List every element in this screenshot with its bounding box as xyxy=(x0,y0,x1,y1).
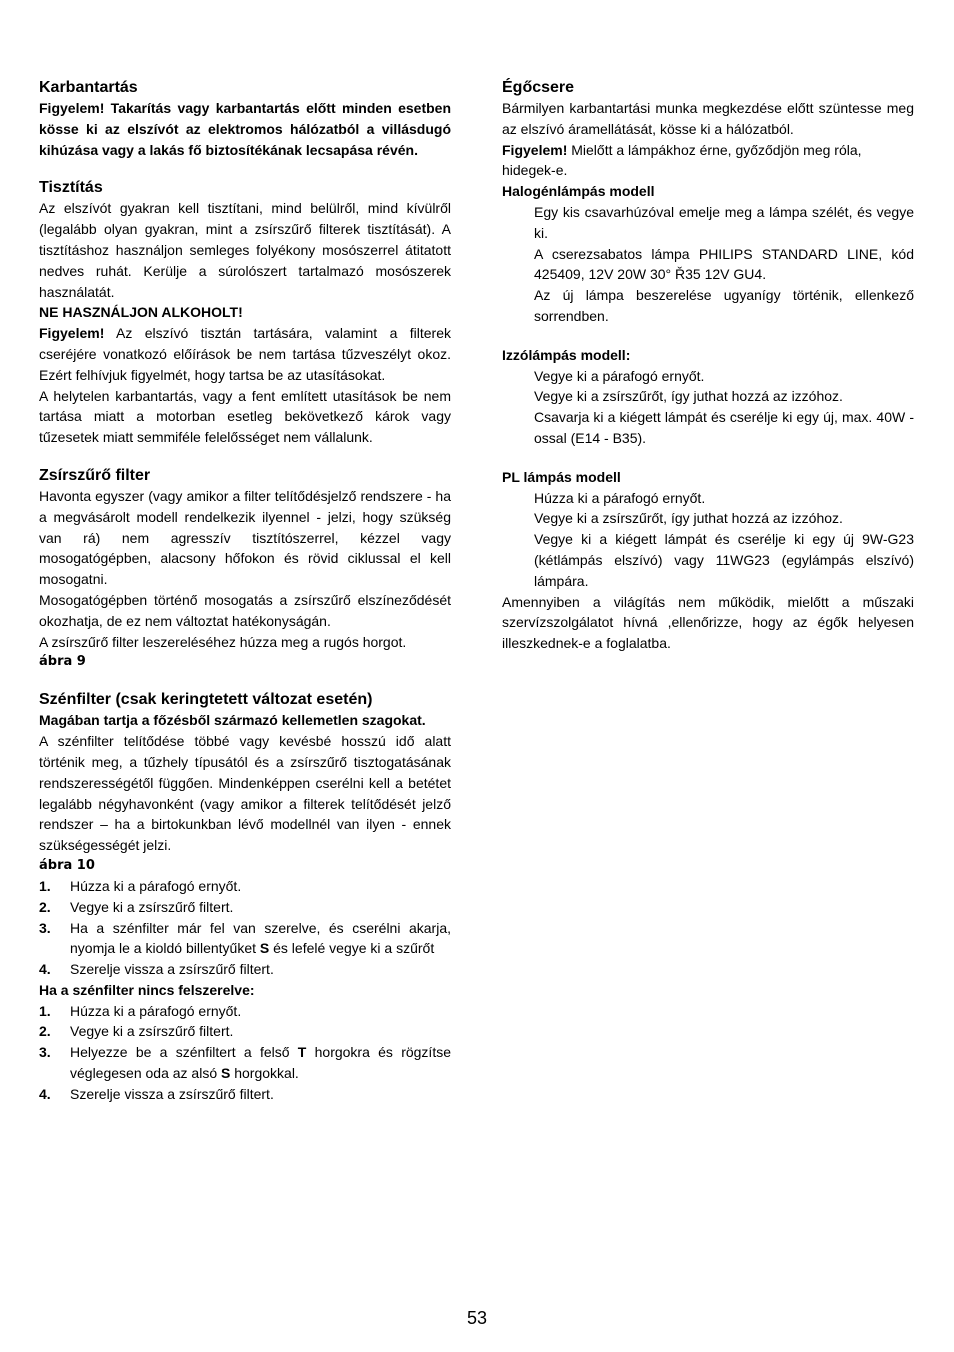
karbantartas-warning: Figyelem! Takarítás vagy karbantartás előtt minden esetben kösse ki az elszívót az elektromos hálózatból a villásdugó kihúzása vagy a lakás fő biztosítékának lecsapása révén. xyxy=(39,100,451,158)
step-text: Vegye ki a zsírszűrő filtert. xyxy=(70,1023,234,1040)
szenfilter-heading: Szénfilter (csak keringtetett változat esetén) xyxy=(39,691,373,709)
pl-line-3: Vegye ki a kiégett lámpát és cserélje ki egy új 9W-G23 (kétlámpás elszívó) vagy 11WG23 (egylámpás elszívó) lámpára. xyxy=(534,531,914,589)
step-text: Húzza ki a párafogó ernyőt. xyxy=(70,1002,242,1019)
step-number: 2. xyxy=(39,898,51,915)
pl-line-1: Húzza ki a párafogó ernyőt. xyxy=(534,489,706,506)
szenfilter-not-installed-subheading: Ha a szénfilter nincs felszerelve: xyxy=(39,981,255,998)
step-bold-letter: S xyxy=(221,1065,231,1082)
szenfilter-steps xyxy=(39,876,451,980)
figyelem-label: Figyelem! xyxy=(502,141,568,158)
szenfilter-steps-2 xyxy=(39,1001,451,1105)
zsirszuro-paragraph-1: Havonta egyszer (vagy amikor a filter telítődésjelző rendszere - ha a megvásárolt modell rendelkezik ilyennel - jelzi, hogy szükség van rá) nem agresszív tisztítószerrel, kézzel vagy mosogatógépben, alacsony hőfokon és rövid ciklussal el kell mosogatni. xyxy=(39,487,451,588)
list-item xyxy=(39,1042,451,1084)
izzo-subheading: Izzólámpás modell: xyxy=(502,346,631,363)
tisztitas-paragraph-1: Az elszívót gyakran kell tisztítani, mind belülről, mind kívülről (legalább olyan gyakran, mint a zsírszűrő filterek tisztítását). A tisztításhoz használjon semleges folyékony mosószerrel átitatott nedves ruhát. Kerülje a súrolószert tartalmazó mosószerek használatát. xyxy=(39,200,451,300)
egocsere-paragraph-2-text: Mielőtt a lámpákhoz érne, győződjön meg róla, hidegek-e. xyxy=(502,141,862,179)
step-text: Szerelje vissza a zsírszűrő filtert. xyxy=(70,961,274,978)
izzo-line-1: Vegye ki a párafogó ernyőt. xyxy=(534,367,705,384)
pl-subheading: PL lámpás modell xyxy=(502,468,621,485)
tisztitas-paragraph-3: A helytelen karbantartás, vagy a fent említett utasítások be nem tartása miatt a motorban esetleg bekövetkező károk vagy tűzesetek miatt semmiféle felelősséget nem vállalunk. xyxy=(39,387,451,446)
list-item xyxy=(39,1084,451,1105)
step-bold-letter: T xyxy=(297,1044,307,1061)
step-number: 1. xyxy=(39,1002,51,1019)
step-text-cont: horgokkal. xyxy=(230,1065,299,1082)
pl-closing-paragraph: Amennyiben a világítás nem működik, mielőtt a műszaki szervízszolgálatot hívná ,ellenőrizze, hogy az égők helyesen illeszkednek-e a foglalatba. xyxy=(502,593,914,652)
zsirszuro-paragraph-2: Mosogatógépben történő mosogatás a zsírszűrő elszíneződését okozhatja, de ez nem változtat hatékonyságán. xyxy=(39,591,451,629)
list-item xyxy=(39,959,451,980)
figure-reference-10: ábra 10 xyxy=(39,857,95,873)
egocsere-heading: Égőcsere xyxy=(502,79,575,96)
step-text: Ha a szénfilter már fel van szerelve, és cserélni akarja, nyomja le a kioldó billentyűket xyxy=(70,919,451,957)
pl-line-2: Vegye ki a zsírszűrőt, így juthat hozzá az izzóhoz. xyxy=(534,510,843,527)
left-column xyxy=(39,78,451,1105)
tisztitas-paragraph-2 xyxy=(39,323,451,385)
figure-reference-9: ábra 9 xyxy=(39,654,86,670)
step-text: Szerelje vissza a zsírszűrő filtert. xyxy=(70,1085,274,1102)
egocsere-paragraph-1: Bármilyen karbantartási munka megkezdése előtt szüntesse meg az elszívó áramellátását, kösse ki a hálózatból. xyxy=(502,100,914,137)
no-alcohol-warning: NE HASZNÁLJON ALKOHOLT! xyxy=(39,304,243,321)
step-text: Helyezze be a szénfiltert a felső xyxy=(70,1044,298,1061)
izzo-line-3: Csavarja ki a kiégett lámpát és cserélje ki egy új, max. 40W -ossal (E14 - B35). xyxy=(534,409,914,446)
tisztitas-paragraph-2-text: Az elszívó tisztán tartására, valamint a filterek cseréjére vonatkozó előírások be nem tartása tűzveszélyt okoz. Ezért felhívjuk figyelmét, hogy tartsa be az utasításokat. xyxy=(39,325,451,383)
page-number: 53 xyxy=(466,1308,488,1328)
list-item xyxy=(39,918,451,960)
step-text: Vegye ki a zsírszűrő filtert. xyxy=(70,898,234,915)
step-number: 2. xyxy=(39,1023,51,1040)
zsirszuro-paragraph-3: A zsírszűrő filter leszereléséhez húzza meg a rugós horgot. xyxy=(39,633,407,650)
step-text-cont: és lefelé vegye ki a szűrőt xyxy=(269,940,435,957)
step-text-cont: horgokra és rögzítse véglegesen oda az alsó xyxy=(70,1044,451,1082)
szenfilter-lead: Magában tartja a főzésből származó kellemetlen szagokat. xyxy=(39,712,426,729)
step-number: 4. xyxy=(39,1085,51,1102)
egocsere-paragraph-2 xyxy=(502,140,914,182)
list-item xyxy=(39,876,451,897)
halogen-line-1: Egy kis csavarhúzóval emelje meg a lámpa szélét, és vegye ki. xyxy=(534,203,914,241)
step-text: Húzza ki a párafogó ernyőt. xyxy=(70,877,242,894)
step-bold-letter: S xyxy=(259,940,270,957)
zsirszuro-heading: Zsírszűrő filter xyxy=(39,466,151,484)
right-column xyxy=(502,78,914,654)
figyelem-label: Figyelem! xyxy=(39,325,105,342)
szenfilter-paragraph: A szénfilter telítődése többé vagy kevésbé hosszú idő alatt történik meg, a tűzhely típusától és a zsírszűrő tisztogatásának rendszerességétől függően. Mindenképpen cserélni kell a betétet legalább négyhavonként (vagy amikor a filterek telítődését jelző rendszer – ha a birtokunkban lévő modellnél van ilyen - ennek szükségességét jelzi. xyxy=(39,733,451,854)
step-number: 3. xyxy=(39,1044,51,1061)
halogen-line-3: Az új lámpa beszerelése ugyanígy történik, ellenkező sorrendben. xyxy=(534,287,914,324)
step-number: 1. xyxy=(39,877,51,894)
step-number: 4. xyxy=(39,961,51,978)
list-item xyxy=(39,897,451,918)
list-item xyxy=(39,1001,451,1022)
halogen-subheading: Halogénlámpás modell xyxy=(502,183,655,200)
karbantartas-heading: Karbantartás xyxy=(39,79,138,96)
halogen-line-2: A cserezsabatos lámpa PHILIPS STANDARD LINE, kód 425409, 12V 20W 30° Ř35 12V GU4. xyxy=(534,245,914,283)
list-item xyxy=(39,1021,451,1042)
step-number: 3. xyxy=(39,919,51,936)
izzo-line-2: Vegye ki a zsírszűrőt, így juthat hozzá az izzóhoz. xyxy=(534,388,843,405)
tisztitas-heading: Tisztítás xyxy=(39,179,103,197)
